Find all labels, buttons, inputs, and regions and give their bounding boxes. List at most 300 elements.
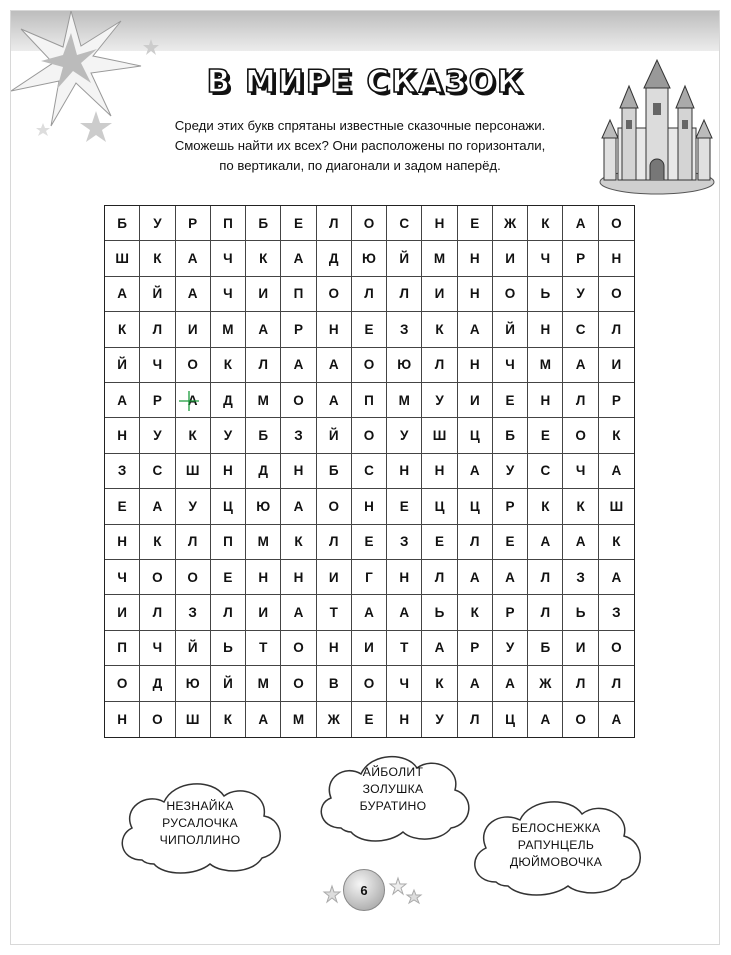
grid-cell[interactable] <box>528 348 563 383</box>
grid-cell[interactable] <box>176 489 211 524</box>
grid-cell[interactable] <box>176 560 211 595</box>
grid-cell[interactable] <box>281 702 316 737</box>
grid-cell[interactable] <box>352 666 387 701</box>
grid-letter: К <box>612 428 621 444</box>
grid-letter: И <box>117 605 127 621</box>
grid-cell[interactable] <box>422 206 457 241</box>
grid-letter: Б <box>540 640 551 656</box>
grid-letter: Ь <box>575 605 586 621</box>
grid-cell[interactable] <box>246 525 281 560</box>
grid-cell[interactable] <box>105 489 140 524</box>
grid-cell[interactable] <box>599 666 634 701</box>
grid-letter: Ч <box>505 357 515 373</box>
grid-cell[interactable] <box>387 383 422 418</box>
grid-cell[interactable] <box>317 666 352 701</box>
grid-cell[interactable] <box>317 702 352 737</box>
grid-cell[interactable] <box>563 241 598 276</box>
grid-cell[interactable] <box>563 312 598 347</box>
grid-cell[interactable] <box>493 666 528 701</box>
grid-letter: К <box>435 321 444 337</box>
grid-cell[interactable] <box>140 489 175 524</box>
grid-cell[interactable] <box>140 702 175 737</box>
grid-letter: У <box>400 428 409 444</box>
grid-cell[interactable] <box>528 525 563 560</box>
grid-letter: Й <box>328 428 339 444</box>
grid-cell[interactable] <box>422 454 457 489</box>
grid-cell[interactable] <box>599 348 634 383</box>
word-aybolit: АЙБОЛИТ <box>362 765 424 779</box>
grid-cell[interactable] <box>105 666 140 701</box>
grid-cell[interactable] <box>211 702 246 737</box>
grid-cell[interactable] <box>317 312 352 347</box>
grid-letter: У <box>153 215 162 231</box>
grid-cell[interactable] <box>387 525 422 560</box>
grid-cell[interactable] <box>176 206 211 241</box>
grid-cell[interactable] <box>422 418 457 453</box>
grid-cell[interactable] <box>140 241 175 276</box>
grid-cell[interactable] <box>387 560 422 595</box>
grid-cell[interactable] <box>281 525 316 560</box>
grid-cell[interactable] <box>281 418 316 453</box>
grid-cell[interactable] <box>105 631 140 666</box>
grid-cell[interactable] <box>176 702 211 737</box>
grid-letter: А <box>434 640 445 656</box>
grid-cell[interactable] <box>599 560 634 595</box>
grid-letter: И <box>258 286 269 302</box>
grid-cell[interactable] <box>317 454 352 489</box>
grid-cell[interactable] <box>317 631 352 666</box>
grid-cell[interactable] <box>246 206 281 241</box>
grid-cell[interactable] <box>105 454 140 489</box>
grid-letter: А <box>505 675 515 691</box>
grid-cell[interactable] <box>528 312 563 347</box>
grid-letter: Ю <box>256 498 271 514</box>
grid-cell[interactable] <box>563 277 598 312</box>
grid-cell[interactable] <box>493 383 528 418</box>
grid-cell[interactable] <box>493 560 528 595</box>
grid-cell[interactable] <box>246 312 281 347</box>
grid-letter: Н <box>117 428 127 444</box>
grid-cell[interactable] <box>246 418 281 453</box>
grid-cell[interactable] <box>458 454 493 489</box>
grid-cell[interactable] <box>563 702 598 737</box>
grid-cell[interactable] <box>140 666 175 701</box>
grid-cell[interactable] <box>387 702 422 737</box>
grid-cell[interactable] <box>387 206 422 241</box>
grid-cell[interactable] <box>563 631 598 666</box>
grid-letter: Ш <box>115 251 129 267</box>
grid-cell[interactable] <box>599 418 634 453</box>
grid-cell[interactable] <box>352 241 387 276</box>
grid-letter: З <box>117 463 127 479</box>
grid-cell[interactable] <box>140 383 175 418</box>
word-neznayka: НЕЗНАЙКА <box>166 799 234 813</box>
grid-letter: С <box>399 215 410 231</box>
grid-cell[interactable] <box>528 666 563 701</box>
grid-cell[interactable] <box>211 631 246 666</box>
grid-cell[interactable] <box>387 595 422 630</box>
grid-cell[interactable] <box>493 312 528 347</box>
grid-cell[interactable] <box>176 631 211 666</box>
grid-letter: Н <box>293 463 304 479</box>
grid-cell[interactable] <box>352 525 387 560</box>
grid-cell[interactable] <box>563 383 598 418</box>
grid-letter: Е <box>117 498 127 514</box>
grid-cell[interactable] <box>493 525 528 560</box>
grid-cell[interactable] <box>281 489 316 524</box>
grid-letter: А <box>293 251 304 267</box>
word-belosnezhka: БЕЛОСНЕЖКА <box>511 821 601 835</box>
grid-cell[interactable] <box>563 418 598 453</box>
grid-letter: Р <box>293 321 303 337</box>
grid-cell[interactable] <box>599 241 634 276</box>
grid-letter: О <box>363 675 375 691</box>
grid-cell[interactable] <box>140 418 175 453</box>
grid-letter: Л <box>434 569 445 585</box>
grid-cell[interactable] <box>176 525 211 560</box>
grid-cell[interactable] <box>317 560 352 595</box>
grid-cell[interactable] <box>528 454 563 489</box>
grid-letter: Е <box>505 392 515 408</box>
grid-letter: И <box>328 569 339 585</box>
grid-cell[interactable] <box>563 560 598 595</box>
grid-letter: Е <box>399 498 409 514</box>
grid-cell[interactable] <box>458 525 493 560</box>
grid-cell[interactable] <box>352 631 387 666</box>
grid-cell[interactable] <box>211 348 246 383</box>
grid-cell[interactable] <box>563 348 598 383</box>
grid-cell[interactable] <box>458 277 493 312</box>
grid-letter: И <box>258 605 269 621</box>
grid-cell[interactable] <box>105 206 140 241</box>
grid-cell[interactable] <box>317 489 352 524</box>
grid-cell[interactable] <box>528 560 563 595</box>
grid-cell[interactable] <box>563 454 598 489</box>
grid-cell[interactable] <box>458 241 493 276</box>
grid-cell[interactable] <box>105 560 140 595</box>
grid-cell[interactable] <box>246 348 281 383</box>
grid-cell[interactable] <box>458 666 493 701</box>
grid-cell[interactable] <box>105 595 140 630</box>
grid-cell[interactable] <box>105 383 140 418</box>
grid-cell[interactable] <box>493 454 528 489</box>
grid-cell[interactable] <box>317 206 352 241</box>
grid-cell[interactable] <box>211 525 246 560</box>
grid-cell[interactable] <box>211 489 246 524</box>
grid-cell[interactable] <box>352 383 387 418</box>
grid-cell[interactable] <box>563 525 598 560</box>
grid-cell[interactable] <box>493 418 528 453</box>
grid-letter: К <box>541 498 550 514</box>
grid-cell[interactable] <box>176 348 211 383</box>
grid-cell[interactable] <box>352 418 387 453</box>
grid-cell[interactable] <box>422 595 457 630</box>
grid-letter: Ж <box>539 675 552 691</box>
grid-cell[interactable] <box>493 277 528 312</box>
grid-cell[interactable] <box>458 418 493 453</box>
grid-letter: Л <box>470 711 480 727</box>
grid-cell[interactable] <box>352 206 387 241</box>
grid-cell[interactable] <box>387 666 422 701</box>
grid-cell[interactable] <box>105 277 140 312</box>
grid-cell[interactable] <box>352 277 387 312</box>
grid-cell[interactable] <box>599 631 634 666</box>
grid-cell[interactable] <box>563 595 598 630</box>
grid-cell[interactable] <box>176 383 211 418</box>
grid-cell[interactable] <box>458 312 493 347</box>
grid-cell[interactable] <box>352 348 387 383</box>
cloud-left <box>112 772 288 880</box>
grid-cell[interactable] <box>176 666 211 701</box>
grid-letter: Ц <box>505 711 515 727</box>
grid-letter: А <box>293 498 304 514</box>
grid-cell[interactable] <box>140 206 175 241</box>
grid-cell[interactable] <box>563 206 598 241</box>
grid-cell[interactable] <box>563 489 598 524</box>
grid-cell[interactable] <box>563 666 598 701</box>
grid-cell[interactable] <box>352 489 387 524</box>
grid-cell[interactable] <box>352 454 387 489</box>
grid-cell[interactable] <box>281 666 316 701</box>
grid-cell[interactable] <box>176 418 211 453</box>
grid-cell[interactable] <box>246 631 281 666</box>
grid-letter: Ц <box>469 498 480 514</box>
grid-cell[interactable] <box>105 348 140 383</box>
grid-cell[interactable] <box>422 702 457 737</box>
grid-letter: Т <box>259 640 268 656</box>
grid-letter: У <box>153 428 162 444</box>
grid-cell[interactable] <box>176 595 211 630</box>
grid-letter: Ц <box>434 498 445 514</box>
grid-letter: Д <box>328 251 339 267</box>
grid-cell[interactable] <box>140 277 175 312</box>
grid-cell[interactable] <box>458 595 493 630</box>
grid-cell[interactable] <box>528 206 563 241</box>
grid-cell[interactable] <box>281 277 316 312</box>
grid-cell[interactable] <box>246 595 281 630</box>
grid-cell[interactable] <box>140 348 175 383</box>
grid-cell[interactable] <box>140 525 175 560</box>
grid-letter: О <box>116 675 128 691</box>
grid-cell[interactable] <box>528 383 563 418</box>
grid-letter: А <box>364 605 374 621</box>
grid-cell[interactable] <box>599 525 634 560</box>
grid-cell[interactable] <box>458 560 493 595</box>
grid-letter: М <box>257 534 269 550</box>
grid-letter: Й <box>187 640 198 656</box>
grid-cell[interactable] <box>211 666 246 701</box>
grid-cell[interactable] <box>140 560 175 595</box>
grid-cell[interactable] <box>599 312 634 347</box>
grid-letter: М <box>292 711 305 727</box>
grid-cell[interactable] <box>246 383 281 418</box>
grid-cell[interactable] <box>317 418 352 453</box>
grid-cell[interactable] <box>528 277 563 312</box>
grid-cell[interactable] <box>317 277 352 312</box>
grid-cell[interactable] <box>105 702 140 737</box>
grid-cell[interactable] <box>458 489 493 524</box>
grid-letter: Ю <box>397 357 412 373</box>
grid-cell[interactable] <box>317 241 352 276</box>
grid-letter: Л <box>540 605 551 621</box>
grid-letter: И <box>187 321 198 337</box>
grid-cell[interactable] <box>211 241 246 276</box>
grid-letter: Б <box>258 215 269 231</box>
grid-cell[interactable] <box>281 454 316 489</box>
grid-cell[interactable] <box>211 277 246 312</box>
grid-cell[interactable] <box>211 312 246 347</box>
grid-cell[interactable] <box>599 383 634 418</box>
grid-letter: Ч <box>223 286 233 302</box>
grid-cell[interactable] <box>493 631 528 666</box>
grid-cell[interactable] <box>176 277 211 312</box>
grid-cell[interactable] <box>458 206 493 241</box>
grid-letter: К <box>188 428 197 444</box>
grid-cell[interactable] <box>211 206 246 241</box>
grid-letter: М <box>257 392 269 408</box>
grid-cell[interactable] <box>246 277 281 312</box>
grid-cell[interactable] <box>105 525 140 560</box>
grid-cell[interactable] <box>528 418 563 453</box>
grid-cell[interactable] <box>422 312 457 347</box>
grid-cell[interactable] <box>246 241 281 276</box>
grid-letter: Л <box>328 215 339 231</box>
grid-cell[interactable] <box>493 206 528 241</box>
grid-cell[interactable] <box>246 666 281 701</box>
grid-cell[interactable] <box>211 418 246 453</box>
grid-letter: С <box>364 463 374 479</box>
grid-cell[interactable] <box>317 525 352 560</box>
grid-cell[interactable] <box>422 631 457 666</box>
grid-cell[interactable] <box>422 666 457 701</box>
grid-cell[interactable] <box>387 489 422 524</box>
grid-cell[interactable] <box>493 702 528 737</box>
grid-cell[interactable] <box>422 348 457 383</box>
grid-cell[interactable] <box>528 595 563 630</box>
grid-cell[interactable] <box>528 489 563 524</box>
grid-cell[interactable] <box>352 702 387 737</box>
grid-cell[interactable] <box>599 206 634 241</box>
grid-cell[interactable] <box>176 454 211 489</box>
grid-cell[interactable] <box>140 454 175 489</box>
grid-cell[interactable] <box>317 595 352 630</box>
grid-cell[interactable] <box>281 560 316 595</box>
grid-letter: А <box>293 605 304 621</box>
grid-cell[interactable] <box>493 595 528 630</box>
grid-cell[interactable] <box>387 454 422 489</box>
grid-cell[interactable] <box>528 702 563 737</box>
grid-cell[interactable] <box>387 418 422 453</box>
grid-cell[interactable] <box>105 312 140 347</box>
grid-letter: Н <box>328 640 339 656</box>
grid-cell[interactable] <box>387 241 422 276</box>
grid-cell[interactable] <box>352 560 387 595</box>
grid-cell[interactable] <box>140 595 175 630</box>
grid-letter: Л <box>399 286 409 302</box>
grid-cell[interactable] <box>211 595 246 630</box>
grid-cell[interactable] <box>493 489 528 524</box>
grid-cell[interactable] <box>281 348 316 383</box>
grid-cell[interactable] <box>528 631 563 666</box>
grid-cell[interactable] <box>211 383 246 418</box>
grid-cell[interactable] <box>599 277 634 312</box>
grid-letter: У <box>188 498 197 514</box>
grid-cell[interactable] <box>281 631 316 666</box>
grid-cell[interactable] <box>281 241 316 276</box>
grid-cell[interactable] <box>493 348 528 383</box>
grid-cell[interactable] <box>176 312 211 347</box>
grid-cell[interactable] <box>493 241 528 276</box>
grid-cell[interactable] <box>387 348 422 383</box>
grid-cell[interactable] <box>105 241 140 276</box>
grid-letter: П <box>293 286 304 302</box>
grid-cell[interactable] <box>281 383 316 418</box>
grid-cell[interactable] <box>211 560 246 595</box>
grid-cell[interactable] <box>281 206 316 241</box>
grid-cell[interactable] <box>140 631 175 666</box>
grid-cell[interactable] <box>387 312 422 347</box>
grid-letter: И <box>364 640 374 656</box>
grid-cell[interactable] <box>246 702 281 737</box>
grid-cell[interactable] <box>599 454 634 489</box>
grid-cell[interactable] <box>422 383 457 418</box>
grid-cell[interactable] <box>599 489 634 524</box>
grid-cell[interactable] <box>422 525 457 560</box>
grid-cell[interactable] <box>528 241 563 276</box>
grid-letter: А <box>187 251 198 267</box>
grid-letter: Б <box>117 215 127 231</box>
grid-cell[interactable] <box>281 312 316 347</box>
grid-cell[interactable] <box>422 560 457 595</box>
grid-cell[interactable] <box>105 418 140 453</box>
grid-cell[interactable] <box>140 312 175 347</box>
grid-letter: У <box>576 286 585 302</box>
grid-cell[interactable] <box>352 595 387 630</box>
grid-cell[interactable] <box>281 595 316 630</box>
grid-cell[interactable] <box>246 489 281 524</box>
grid-cell[interactable] <box>599 702 634 737</box>
grid-cell[interactable] <box>599 595 634 630</box>
grid-cell[interactable] <box>317 383 352 418</box>
grid-letter: Ь <box>223 640 233 656</box>
grid-cell[interactable] <box>458 702 493 737</box>
grid-cell[interactable] <box>458 383 493 418</box>
grid-cell[interactable] <box>458 631 493 666</box>
grid-letter: О <box>293 640 304 656</box>
grid-cell[interactable] <box>352 312 387 347</box>
grid-cell[interactable] <box>422 489 457 524</box>
grid-cell[interactable] <box>211 454 246 489</box>
grid-letter: Ш <box>432 428 447 444</box>
grid-cell[interactable] <box>422 277 457 312</box>
grid-letter: Р <box>505 605 515 621</box>
grid-letter: Н <box>364 498 374 514</box>
grid-letter: О <box>575 428 586 444</box>
grid-cell[interactable] <box>246 454 281 489</box>
grid-cell[interactable] <box>317 348 352 383</box>
grid-letter: Е <box>505 534 515 550</box>
grid-letter: А <box>152 498 163 514</box>
grid-cell[interactable] <box>422 241 457 276</box>
grid-letter: К <box>259 251 268 267</box>
grid-cell[interactable] <box>176 241 211 276</box>
grid-cell[interactable] <box>246 560 281 595</box>
grid-cell[interactable] <box>458 348 493 383</box>
grid-cell[interactable] <box>387 631 422 666</box>
grid-cell[interactable] <box>387 277 422 312</box>
grid-letter: Е <box>364 321 374 337</box>
grid-letter: И <box>575 640 586 656</box>
